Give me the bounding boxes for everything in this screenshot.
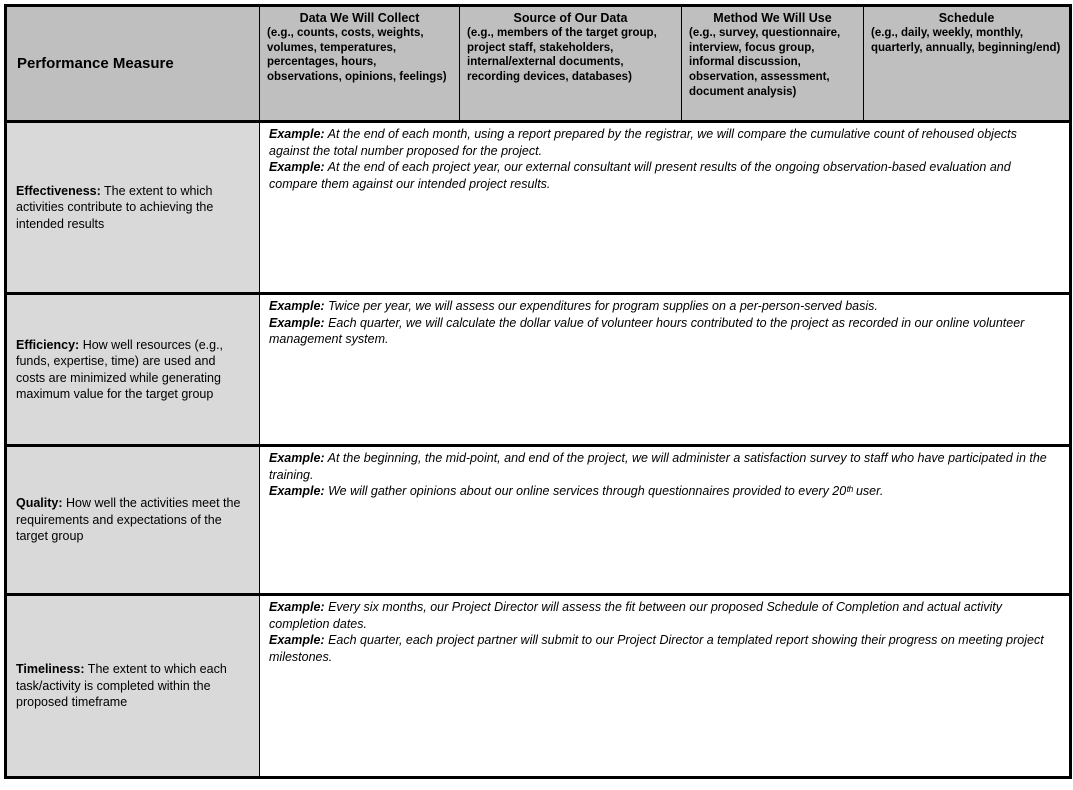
table-row-efficiency xyxy=(6,294,1071,446)
examples-cell-timeliness xyxy=(260,595,1071,778)
examples-cell-effectiveness xyxy=(260,122,1071,294)
measure-cell-timeliness xyxy=(6,595,260,778)
example-line xyxy=(269,599,1060,632)
column-header-source-of-our-data xyxy=(460,6,682,122)
example-line xyxy=(269,126,1060,159)
column-subtitle: (e.g., daily, weekly, monthly, quarterly, annually, beginning/end) xyxy=(871,27,1061,54)
column-header-data-we-will-collect xyxy=(260,6,460,122)
table-row-quality xyxy=(6,446,1071,595)
measure-term: Effectiveness: xyxy=(16,183,101,198)
measure-definition: The extent to which each task/activity is completed within the proposed timeframe xyxy=(16,662,227,710)
example-line xyxy=(269,632,1060,665)
example-text: Each quarter, we will calculate the dollar value of volunteer hours contributed to the project as recorded in our online volunteer management system. xyxy=(269,315,1025,346)
column-header-schedule xyxy=(864,6,1071,122)
measure-term: Efficiency: xyxy=(16,337,80,352)
header-row xyxy=(6,6,1071,122)
measure-cell-efficiency xyxy=(6,294,260,446)
example-text: Every six months, our Project Director will assess the fit between our proposed Schedule of Completion and actual activity completion dates. xyxy=(269,600,1003,631)
measure-definition: The extent to which activities contribute to achieving the intended results xyxy=(16,183,214,231)
example-text: At the beginning, the mid-point, and end of the project, we will administer a satisfaction survey to staff who have participated in the training. xyxy=(269,451,1047,482)
performance-measure-header-cell xyxy=(6,6,260,122)
example-label: Example: xyxy=(269,484,325,498)
example-label: Example: xyxy=(269,451,325,465)
examples-cell-efficiency xyxy=(260,294,1071,446)
example-text: We will gather opinions about our online services through questionnaires provided to every 20ᵗʰ user. xyxy=(328,484,884,498)
measure-cell-quality xyxy=(6,446,260,595)
example-line xyxy=(269,450,1060,483)
table-body xyxy=(6,122,1071,778)
measure-definition: How well the activities meet the requirements and expectations of the target group xyxy=(16,496,241,544)
example-line xyxy=(269,483,1060,500)
column-title: Data We Will Collect xyxy=(299,11,420,25)
measure-cell-effectiveness xyxy=(6,122,260,294)
examples-cell-quality xyxy=(260,446,1071,595)
table-row-timeliness xyxy=(6,595,1071,778)
measure-term: Quality: xyxy=(16,496,63,511)
table-row-effectiveness xyxy=(6,122,1071,294)
column-subtitle: (e.g., members of the target group, project staff, stakeholders, internal/external documents, recording devices, databases) xyxy=(467,27,657,84)
example-label: Example: xyxy=(269,633,325,647)
example-text: Each quarter, each project partner will submit to our Project Director a templated report showing their progress on meeting project milestones. xyxy=(269,633,1044,664)
example-label: Example: xyxy=(269,299,325,313)
example-text: Twice per year, we will assess our expenditures for program supplies on a per-person-served basis. xyxy=(328,299,878,313)
column-title: Method We Will Use xyxy=(713,11,832,25)
example-label: Example: xyxy=(269,600,325,614)
column-title: Source of Our Data xyxy=(513,11,628,25)
example-line xyxy=(269,159,1060,192)
table-header xyxy=(6,6,1071,122)
column-title: Schedule xyxy=(938,11,995,25)
example-label: Example: xyxy=(269,127,325,141)
example-text: At the end of each month, using a report prepared by the registrar, we will compare the cumulative count of rehoused objects against the total number proposed for the project. xyxy=(269,127,1017,158)
example-label: Example: xyxy=(269,315,325,330)
example-line xyxy=(269,315,1060,348)
column-header-method-we-will-use xyxy=(682,6,864,122)
column-subtitle: (e.g., survey, questionnaire, interview, focus group, informal discussion, observation, assessment, document analysis) xyxy=(689,27,841,98)
measure-term: Timeliness: xyxy=(16,662,85,677)
measure-definition: How well resources (e.g., funds, expertise, time) are used and costs are minimized while generating maximum value for the target group xyxy=(16,337,224,401)
column-subtitle: (e.g., counts, costs, weights, volumes, temperatures, percentages, hours, observations, opinions, feelings) xyxy=(267,27,447,84)
example-text: At the end of each project year, our external consultant will present results of the ongoing observation-based evaluation and compare them against our intended project results. xyxy=(269,160,1011,191)
performance-measure-label: Performance Measure xyxy=(17,55,174,72)
example-line xyxy=(269,298,1060,315)
performance-measure-table xyxy=(4,4,1072,779)
example-label: Example: xyxy=(269,160,325,174)
